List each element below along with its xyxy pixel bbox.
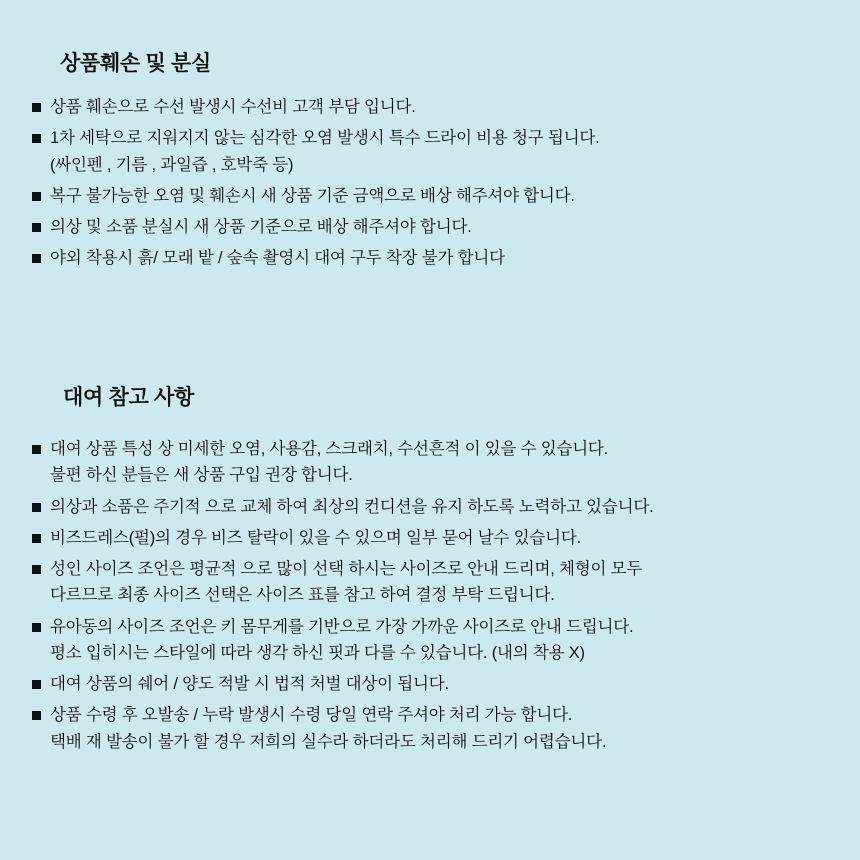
list-item-text: 대여 상품 특성 상 미세한 오염, 사용감, 스크래치, 수선흔적 이 있을 수 있습니다. <box>50 440 609 458</box>
list-item-text: 대여 상품의 쉐어 / 양도 적발 시 법적 처벌 대상이 됩니다. <box>50 675 449 694</box>
list-item-text: 상품 수령 후 오발송 / 누락 발생시 수령 당일 연락 주셔야 처리 가능 합니다. <box>50 706 573 725</box>
list-item <box>32 185 832 207</box>
list-item-text: 유아동의 사이즈 조언은 키 몸무게를 기반으로 가장 가까운 사이즈로 안내 드립니다. <box>50 617 634 636</box>
square-bullet-icon <box>32 534 41 543</box>
list-item-text: 1차 세탁으로 지워지지 않는 심각한 오염 발생시 특수 드라이 비용 청구 됩니다. <box>50 129 600 148</box>
list-item-text: 복구 불가능한 오염 및 훼손시 새 상품 기준 금액으로 배상 해주셔야 합니다. <box>50 186 575 205</box>
list-item-text: 비즈드레스(펄)의 경우 비즈 탈락이 있을 수 있으며 일부 묻어 날수 있습니다. <box>50 528 581 547</box>
list-item <box>32 673 832 695</box>
list-item <box>32 247 832 269</box>
section-title-rental-notes: 대여 참고 사항 <box>63 386 194 410</box>
square-bullet-icon <box>32 223 41 232</box>
list-item-continuation: 택배 재 발송이 불가 할 경우 저희의 실수라 하더라도 처리해 드리기 어렵습니다. <box>50 732 607 751</box>
list-item-continuation: 다르므로 최종 사이즈 선택은 사이즈 표를 참고 하여 결정 부탁 드립니다. <box>50 586 555 605</box>
list-item <box>32 216 832 238</box>
square-bullet-icon <box>32 103 41 112</box>
square-bullet-icon <box>32 623 41 632</box>
notice-list-rental-notes <box>32 438 832 762</box>
list-item <box>32 496 832 518</box>
list-item <box>32 96 832 118</box>
square-bullet-icon <box>32 192 41 201</box>
square-bullet-icon <box>32 445 41 454</box>
list-item-text: 의상과 소품은 주기적 으로 교체 하여 최상의 컨디션을 유지 하도록 노력하고 있습니다. <box>50 497 654 516</box>
list-item <box>32 558 832 607</box>
list-item-text: 의상 및 소품 분실시 새 상품 기준으로 배상 해주셔야 합니다. <box>50 218 472 237</box>
list-item-continuation: 불편 하신 분들은 새 상품 구입 권장 합니다. <box>50 466 353 485</box>
list-item <box>32 527 832 549</box>
section-title-damage-and-loss: 상품훼손 및 분실 <box>60 52 211 76</box>
square-bullet-icon <box>32 680 41 689</box>
list-item <box>32 438 832 487</box>
list-item <box>32 127 832 176</box>
list-item-continuation: (싸인펜 , 기름 , 과일즙 , 호박죽 등) <box>50 155 294 174</box>
list-item-text: 야외 착용시 흙/ 모래 밭 / 숲속 촬영시 대여 구두 착장 불가 합니다 <box>50 249 505 268</box>
square-bullet-icon <box>32 503 41 512</box>
square-bullet-icon <box>32 565 41 574</box>
square-bullet-icon <box>32 711 41 720</box>
list-item-continuation: 평소 입히시는 스타일에 따라 생각 하신 핏과 다를 수 있습니다. (내의 착용 X) <box>50 643 585 662</box>
list-item-text: 상품 훼손으로 수선 발생시 수선비 고객 부담 입니다. <box>50 98 416 116</box>
square-bullet-icon <box>32 134 41 143</box>
list-item-text: 성인 사이즈 조언은 평균적 으로 많이 선택 하시는 사이즈로 안내 드리며, 체형이 모두 <box>50 560 643 579</box>
square-bullet-icon <box>32 254 41 263</box>
notice-list-damage-and-loss <box>32 96 832 279</box>
list-item <box>32 704 832 753</box>
list-item <box>32 616 832 665</box>
